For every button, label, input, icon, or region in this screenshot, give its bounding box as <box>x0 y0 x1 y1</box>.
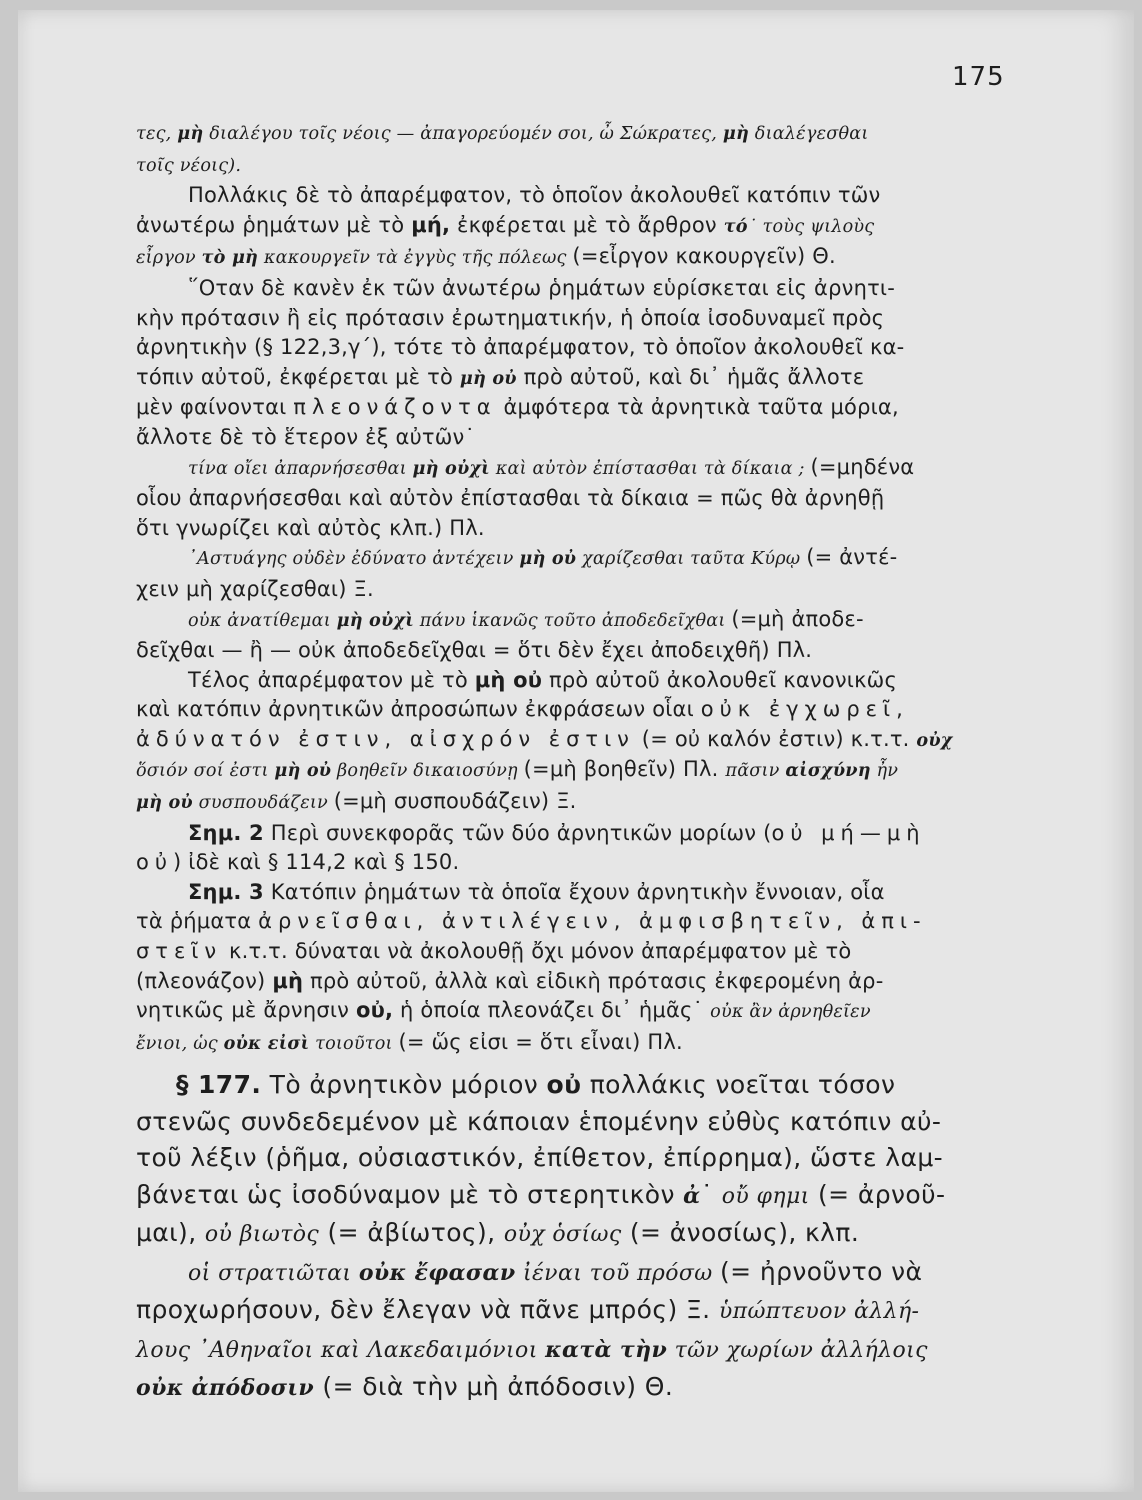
text-line <box>136 996 1016 1028</box>
text-segment: Τέλος ἀπαρέμφατον μὲ τὸ <box>188 667 475 692</box>
text-line <box>136 848 1016 878</box>
text-segment: ὅτι γνωρίζει καὶ αὐτὸς κλπ.) Πλ. <box>136 515 485 540</box>
text-segment: μὴ οὐ <box>274 760 332 782</box>
text-segment: ) ἰδὲ καὶ § 114,2 καὶ § 150. <box>173 850 460 875</box>
text-segment: οὐχ <box>916 729 953 751</box>
text-segment: μὴ οὐ <box>474 667 543 692</box>
text-segment: μὴ <box>722 123 749 144</box>
text-segment: οὔ φημι <box>721 1183 810 1209</box>
text-line <box>136 181 1016 211</box>
text-line <box>136 543 1016 575</box>
text-segment: (= ἀνοσίως), κλπ. <box>621 1218 860 1248</box>
text-segment: (=μὴ ἀποδε- <box>731 606 864 631</box>
text-segment: (= ἀβίωτος), <box>319 1218 504 1248</box>
text-segment: τὸ μὴ <box>201 247 259 269</box>
text-segment: Σημ. 2 <box>188 820 264 845</box>
text-segment: κὴν πρότασιν ἢ εἰς πρότασιν ἐρωτηματικήν, ἡ ὁποία ἰσοδυναμεῖ πρὸς <box>136 305 885 330</box>
text-line <box>136 907 1016 937</box>
text-segment: βάνεται ὡς ἰσοδύναμον μὲ τὸ στερητικὸν <box>136 1179 684 1209</box>
text-segment: (= ἀντέ- <box>806 545 898 570</box>
text-segment: κακουργεῖν τὰ ἐγγὺς τῆς πόλεως <box>258 248 573 269</box>
text-segment: ἀμφότερα τὰ ἀρνητικὰ ταῦτα μόρια, <box>496 395 899 420</box>
text-segment: ἐκφέρεται μὲ τὸ ἄρθρον <box>450 212 724 237</box>
text-line <box>136 1215 1016 1254</box>
text-segment: αἰσχύνη <box>785 760 871 782</box>
text-segment: ἀ <box>683 1182 701 1209</box>
text-line <box>136 878 1016 908</box>
text-line <box>136 1140 1016 1177</box>
text-segment: δεῖχθαι — ἢ — οὐκ ἀποδεδεῖχθαι = ὅτι δὲν ἔχει ἀποδειχθῆ) Πλ. <box>136 638 813 663</box>
text-segment: πάνυ ἱκανῶς τοῦτο ἀποδεδεῖχθαι <box>413 610 732 631</box>
text-segment: καὶ αὐτὸν ἐπίστασθαι τὰ δίκαια ; <box>489 458 811 479</box>
text-segment: τοῖς νέοις). <box>136 155 242 176</box>
text-segment: μὴ οὐχὶ <box>412 457 490 479</box>
text-line <box>136 1177 1016 1216</box>
text-line <box>136 242 1016 274</box>
text-segment: πλεονάζοντα <box>293 395 497 420</box>
text-line <box>136 1369 1016 1407</box>
text-line <box>136 304 1016 334</box>
text-segment: ἔνιοι, ὡς <box>136 1033 224 1054</box>
text-segment: (= ἀρνοῦ- <box>809 1179 946 1209</box>
text-segment: (= διὰ τὴν μὴ ἀπόδοσιν) Θ. <box>314 1372 674 1402</box>
text-line <box>136 211 1016 243</box>
text-line <box>136 1292 1016 1331</box>
text-segment: μαι), <box>136 1218 205 1248</box>
text-segment: τοιοῦτοι <box>309 1033 399 1054</box>
text-segment: οὐκ εἰσὶ <box>223 1032 310 1054</box>
text-line <box>136 514 1016 544</box>
text-segment: Κατόπιν ῥημάτων τὰ ὁποῖα ἔχουν ἀρνητικὴν ἔννοιαν, οἷα <box>263 879 885 904</box>
text-segment: Πολλάκις δὲ τὸ ἀπαρέμφατον, τὸ ὁποῖον ἀκολουθεῖ κατόπιν τῶν <box>188 183 881 208</box>
text-segment: Σημ. 3 <box>188 879 264 904</box>
text-line <box>136 393 1016 423</box>
text-segment: συσπουδάζειν <box>192 793 334 814</box>
text-segment: ἀδύνατόν ἐστιν, αἰσχρόν ἐστιν <box>136 726 635 751</box>
text-segment: πρὸ αὐτοῦ, ἀλλὰ καὶ εἰδικὴ πρότασις ἐκφερομένη ἀρ- <box>303 968 884 993</box>
text-line <box>136 1028 1016 1060</box>
text-segment: μὴ οὐχὶ <box>336 609 414 631</box>
text-segment: πᾶσιν <box>725 761 786 782</box>
page-number: 175 <box>952 62 1005 92</box>
text-segment: βοηθεῖν δικαιοσύνῃ <box>331 761 524 782</box>
text-line <box>136 666 1016 696</box>
text-line <box>136 787 1016 819</box>
text-segment: οἱ στρατιῶται <box>188 1260 359 1286</box>
text-segment: τόπιν αὐτοῦ, ἐκφέρεται μὲ τὸ <box>136 364 460 389</box>
text-segment: πρὸ αὐτοῦ, καὶ δι᾽ ἡμᾶς ἄλλοτε <box>516 364 865 389</box>
text-segment: διαλέγου τοῖς νέοις — ἀπαγορεύομέν σοι, ὦ Σώκρατες, <box>203 124 723 144</box>
text-segment: οὐκ ἀπόδοσιν <box>136 1375 315 1402</box>
text-segment: οὐκ ἂν ἀρνηθεῖεν <box>710 1002 871 1023</box>
text-segment: εἶργον <box>136 248 202 269</box>
text-line <box>136 1331 1016 1370</box>
text-segment: στενῶς συνδεδεμένον μὲ κάποιαν ἑπομένην εὐθὺς κατόπιν αὐ- <box>136 1106 942 1136</box>
text-line <box>136 363 1016 394</box>
text-segment: χαρίζεσθαι ταῦτα Κύρῳ <box>576 549 807 570</box>
text-segment: ῞Οταν δὲ κανὲν ἐκ τῶν ἀνωτέρω ῥημάτων εὑρίσκεται εἰς ἀρνητι- <box>188 275 895 300</box>
text-segment: πολλάκις νοεῖται τόσον <box>581 1070 896 1100</box>
text-segment: οὐ βιωτὸς <box>204 1222 320 1248</box>
text-segment: οὐ <box>546 1070 582 1100</box>
text-segment: ὅσιόν σοί ἐστι <box>136 761 275 782</box>
text-segment: τοῦ λέξιν (ῥῆμα, οὐσιαστικόν, ἐπίθετον, ἐπίρρημα), ὥστε λαμ- <box>136 1143 944 1173</box>
text-segment: μή, <box>411 212 451 237</box>
text-segment: κ.τ.τ. δύναται νὰ ἀκολουθῇ ὄχι μόνον ἀπαρέμφατον μὲ τὸ <box>222 939 852 964</box>
text-segment: τες, <box>136 124 178 144</box>
text-segment: οὐ μή—μὴ <box>771 820 926 845</box>
text-segment: § 177. <box>176 1070 262 1100</box>
text-segment: τὰ ῥήματα <box>136 909 259 934</box>
text-segment: οὐ <box>136 850 173 875</box>
text-line <box>136 755 1016 787</box>
text-segment: οὐχ ὁσίως <box>503 1222 622 1248</box>
text-line <box>136 274 1016 304</box>
text-segment: ˙ τοὺς ψιλοὺς <box>747 216 875 237</box>
text-segment: ἰέναι τοῦ πρόσω <box>515 1260 720 1286</box>
text-segment: πρὸ αὐτοῦ ἀκολουθεῖ κανονικῶς <box>542 667 897 692</box>
text-segment: οὐ, <box>355 998 394 1023</box>
text-line <box>136 453 1016 485</box>
text-segment: μὴ <box>177 123 204 144</box>
text-line <box>136 725 1016 756</box>
text-segment: οὐκ ἔφασαν <box>358 1259 516 1286</box>
text-segment: μὲν φαίνονται <box>136 395 294 420</box>
text-line <box>136 150 1016 182</box>
text-segment: ἀνωτέρω ῥημάτων μὲ τὸ <box>136 212 412 237</box>
text-segment: προχωρήσουν, δὲν ἔλεγαν νὰ πᾶνε μπρός) Ξ. <box>136 1295 719 1325</box>
text-segment: μὴ οὐ <box>519 548 577 570</box>
text-segment: ᾽Αστυάγης οὐδὲν ἐδύνατο ἀντέχειν <box>188 549 520 570</box>
text-segment: τίνα οἴει ἀπαρνήσεσθαι <box>188 458 413 479</box>
text-segment: χειν μὴ χαρίζεσθαι) Ξ. <box>136 576 374 601</box>
text-segment: οὐκ ἐγχωρεῖ, <box>700 697 909 722</box>
text-line <box>136 819 1016 849</box>
text-segment: (πλεονάζον) <box>136 968 273 993</box>
text-segment: νητικῶς μὲ ἄρνησιν <box>136 998 356 1023</box>
text-segment: ἦν <box>870 761 899 782</box>
text-segment: ἡ ὁποία πλεονάζει δι᾽ ἡμᾶς˙ <box>393 998 711 1023</box>
text-segment: (= ἠρνοῦντο νὰ <box>720 1256 923 1286</box>
text-segment: οὐκ ἀνατίθεμαι <box>188 610 337 631</box>
text-segment: (= οὐ καλόν ἐστιν) κ.τ.τ. <box>634 726 917 751</box>
text-segment: ὑπώπτευον ἀλλή- <box>718 1299 920 1325</box>
text-line <box>136 333 1016 363</box>
text-line <box>136 1067 1016 1104</box>
text-segment: τό <box>723 215 748 237</box>
text-segment: (=μὴ συσπουδάζειν) Ξ. <box>333 789 577 814</box>
text-segment: διαλέγεσθαι <box>748 124 869 144</box>
text-line <box>136 484 1016 514</box>
text-segment: (= ὥς εἰσι = ὅτι εἶναι) Πλ. <box>398 1029 683 1054</box>
text-line <box>136 1104 1016 1141</box>
text-line <box>136 118 1016 150</box>
text-segment: (=μὴ βοηθεῖν) Πλ. <box>523 757 726 782</box>
text-segment: ἀρνητικὴν (§ 122,3,γ΄), τότε τὸ ἀπαρέμφατον, τὸ ὁποῖον ἀκολουθεῖ κα- <box>136 335 905 360</box>
book-page <box>18 10 1134 1492</box>
text-segment: λους ᾽Αθηναῖοι καὶ Λακεδαιμόνιοι <box>136 1337 546 1363</box>
text-segment: ἀρνεῖσθαι, ἀντιλέγειν, ἀμφισβητεῖν, ἀπι- <box>258 909 927 934</box>
text-line <box>136 423 1016 453</box>
text-segment: ˙ <box>700 1179 722 1209</box>
text-line <box>136 1254 1016 1293</box>
text-line <box>136 575 1016 605</box>
text-segment: (=μηδένα <box>810 454 915 479</box>
text-segment: Περὶ συνεκφορᾶς τῶν δύο ἀρνητικῶν μορίων ( <box>263 820 772 845</box>
text-segment: (=εἶργον κακουργεῖν) Θ. <box>572 244 836 269</box>
text-segment: ἄλλοτε δὲ τὸ ἕτερον ἐξ αὐτῶν˙ <box>136 424 476 449</box>
text-segment: κατὰ τὴν <box>545 1336 668 1363</box>
text-segment: στεῖν <box>136 939 223 964</box>
text-line <box>136 636 1016 666</box>
text-segment: οἷου ἀπαρνήσεσθαι καὶ αὐτὸν ἐπίστασθαι τὰ δίκαια = πῶς θὰ ἀρνηθῇ <box>136 486 885 511</box>
text-line <box>136 605 1016 637</box>
text-segment: τῶν χωρίων ἀλλήλοις <box>667 1337 928 1363</box>
text-line <box>136 967 1016 997</box>
text-line <box>136 695 1016 725</box>
text-segment: μὴ οὐ <box>136 792 193 814</box>
text-segment: καὶ κατόπιν ἀρνητικῶν ἀπροσώπων ἐκφράσεων οἷαι <box>136 697 701 722</box>
text-segment: Τὸ ἀρνητικὸν μόριον <box>261 1070 547 1100</box>
text-segment: μὴ <box>272 968 304 993</box>
text-segment: μὴ οὐ <box>459 367 517 389</box>
text-line <box>136 937 1016 967</box>
page-body-text <box>136 118 1016 1407</box>
